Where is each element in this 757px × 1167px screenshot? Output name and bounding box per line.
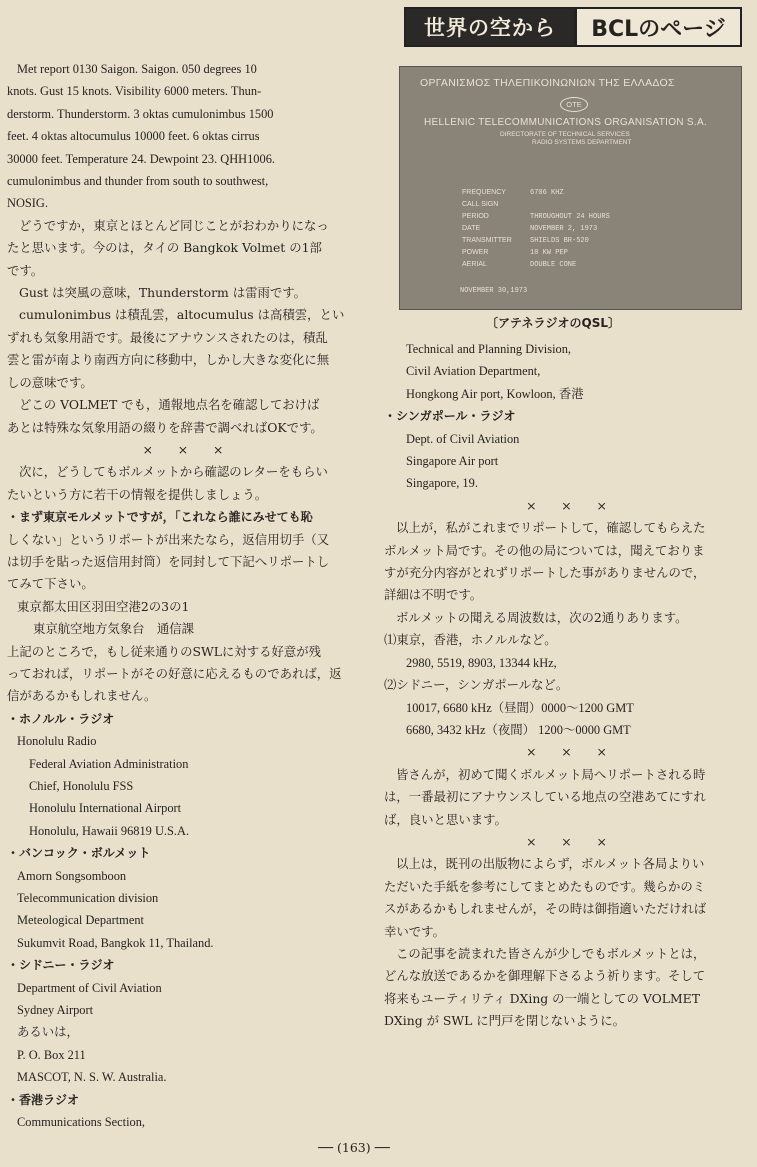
address-line: Telecommunication division [17, 891, 159, 906]
text-line: 皆さんが，初めて聞くボルメット局へリポートされる時 [396, 766, 706, 782]
address-line: Chief, Honolulu FSS [29, 779, 134, 793]
text-line: ボルメット局です。その他の局については，聞えておりま [384, 542, 705, 558]
address-line: Honolulu International Airport [29, 801, 182, 816]
text-line: しくない」というリポートが出来たなら，返信用切手（又 [7, 531, 330, 547]
station-heading: ・シドニー・ラジオ [7, 958, 115, 973]
text-line: ⑵シドニー，シンガポールなど。 [384, 677, 569, 693]
qsl-logo: OTE [560, 97, 588, 112]
qsl-label: DATE [462, 225, 481, 232]
text-line: ・まず東京モルメットですが，「これなら誰にみせても恥 [7, 510, 313, 525]
text-line: 以上が，私がこれまでリポートして，確認してもらえた [396, 520, 706, 536]
section-separator: × × × [526, 497, 607, 513]
text-line: すが充分内容がとれずリポートした事がありませんので， [384, 565, 706, 581]
frequency-line: 6680, 3432 kHz（夜間） 1200～0000 GMT [406, 722, 631, 737]
address-line: Sydney Airport [17, 1003, 94, 1018]
address-line: Department of Civil Aviation [17, 980, 162, 995]
frequency-line: 10017, 6680 kHz（昼間）0000～1200 GMT [406, 700, 634, 715]
station-heading: ・ホノルル・ラジオ [7, 711, 115, 726]
right-column [384, 338, 749, 1033]
qsl-greek-title: ΟΡΓΑΝΙΣΜΟΣ ΤΗΛΕΠΙΚΟΙΝΩΝΙΩΝ ΤΗΣ ΕΛΛΑΔΟΣ [420, 77, 675, 89]
station-heading: ・バンコック・ボルメット [7, 846, 151, 861]
qsl-value: DOUBLE CONE [530, 261, 577, 269]
text-line: 幸いです。 [384, 923, 445, 939]
address-line: Amorn Songsomboon [17, 868, 127, 883]
text-line: たと思います。今のは，タイの Bangkok Volmet の1部 [7, 240, 322, 256]
address-line: あるいは， [17, 1024, 79, 1040]
text-line: 雲と雷が南より南西方向に移動中，しかし大きな変化に無 [7, 352, 330, 368]
station-heading: ・シンガポール・ラジオ [384, 409, 516, 424]
text-line: feet. 4 oktas altocumulus 10000 feet. 6 oktas cirrus [7, 129, 260, 144]
text-line: ずれも気象用語です。最後にアナウンスされたのは，積乱 [7, 329, 328, 345]
text-line: 上記のところで，もし従来通りのSWLに対する好意が残 [7, 643, 322, 659]
qsl-card-photo [399, 66, 742, 310]
text-line: ただいた手紙を参考にしてまとめたものです。幾らかのミ [384, 878, 706, 894]
text-line: 詳細は不明です。 [384, 587, 483, 603]
address-line: Civil Aviation Department, [406, 364, 541, 379]
text-line: ボルメットの聞える周波数は，次の2通りあります。 [396, 609, 688, 625]
qsl-english-title: HELLENIC TELECOMMUNICATIONS ORGANISATION S.A. [424, 117, 707, 128]
frequency-line: 2980, 5519, 8903, 13344 kHz, [406, 655, 557, 670]
text-line: どうですか，東京とほとんど同じことがおわかりになっ [19, 217, 329, 233]
text-line: あとは特殊な気象用語の綴りを辞書で調べればOKです。 [7, 419, 323, 435]
station-heading: ・香港ラジオ [7, 1092, 80, 1107]
address-line: Singapore Air port [406, 454, 499, 469]
qsl-date-bottom: NOVEMBER 30,1973 [460, 287, 528, 295]
text-line: 信があるかもしれません。 [7, 688, 157, 704]
address-line: Technical and Planning Division, [406, 342, 571, 356]
text-line: knots. Gust 15 knots. Visibility 6000 meters. Thun- [7, 84, 262, 99]
left-column [7, 58, 359, 1134]
qsl-label: CALL SIGN [462, 201, 499, 208]
text-line: 将来もユーティリティ DXing の一端としての VOLMET [384, 990, 700, 1006]
qsl-dept-1: DIRECTORATE OF TECHNICAL SERVICES [500, 131, 630, 138]
address-line: Singapore, 19. [406, 476, 478, 491]
text-line: しの意味です。 [7, 374, 93, 390]
text-line: です。 [7, 262, 44, 278]
address-line: Federal Aviation Administration [29, 756, 189, 771]
page-number: ── (163) ── [318, 1140, 390, 1155]
section-separator: × × × [142, 441, 224, 457]
qsl-label: AERIAL [462, 261, 487, 268]
address-line: P. O. Box 211 [17, 1047, 86, 1062]
address-line: MASCOT, N. S. W. Australia. [17, 1070, 167, 1085]
text-line: は切手を貼った返信用封筒）を同封して下記へリポートし [7, 553, 330, 569]
text-line: ば，良いと思います。 [384, 811, 507, 827]
text-line: cumulonimbus は積乱雲，altocumulus は高積雲，とい [19, 307, 345, 323]
address-line: 東京航空地方気象台 通信課 [33, 621, 195, 637]
text-line: cumulonimbus and thunder from south to southwest, [7, 174, 269, 189]
text-line: は，一番最初にアナウンスしている地点の空港あてにすれ [384, 789, 706, 805]
qsl-value: THROUGHOUT 24 HOURS [530, 213, 610, 221]
text-line: derstorm. Thunderstorm. 3 oktas cumulonimbus 1500 [7, 106, 274, 121]
text-line: てみて下さい。 [7, 576, 94, 592]
address-line: Sukumvit Road, Bangkok 11, Thailand. [17, 935, 214, 950]
photo-caption: 〔アテネラジオのQSL〕 [486, 316, 621, 330]
section-separator: × × × [526, 833, 607, 849]
text-line: っておれば，リポートがその好意に応えるものであれば，返 [7, 665, 342, 681]
text-line: 次に，どうしてもボルメットから確認のレターをもらい [19, 464, 328, 480]
text-line: ⑴東京，香港，ホノルルなど。 [384, 632, 557, 648]
address-line: 東京都太田区羽田空港2の3の1 [17, 598, 190, 614]
header-title-left: 世界の空から [406, 9, 574, 45]
text-line: 以上は，既刊の出版物によらず，ボルメット各局よりい [396, 856, 705, 872]
page-header [404, 7, 742, 47]
qsl-value: NOVEMBER 2, 1973 [530, 225, 598, 233]
qsl-value: 6706 KHZ [530, 189, 564, 197]
text-line: 30000 feet. Temperature 24. Dewpoint 23. QHH1006. [7, 151, 275, 166]
qsl-label: PERIOD [462, 213, 489, 220]
qsl-dept-2: RADIO SYSTEMS DEPARTMENT [532, 139, 632, 146]
text-line: たいという方に若干の情報を提供しましょう。 [7, 486, 268, 502]
address-line: Hongkong Air port, Kowloon, 香港 [406, 386, 584, 401]
address-line: Honolulu, Hawaii 96819 U.S.A. [29, 823, 190, 838]
address-line: Meteological Department [17, 913, 144, 928]
text-line: DXing が SWL に門戸を閉じないように。 [384, 1013, 625, 1029]
text-line: どんな放送であるかを御理解下さるよう祈ります。そして [384, 968, 706, 984]
qsl-value: 10 KW PEP [530, 249, 568, 257]
address-line: Dept. of Civil Aviation [406, 431, 520, 446]
qsl-label: FREQUENCY [462, 189, 506, 196]
qsl-label: TRANSMITTER [462, 237, 512, 244]
address-line: Honolulu Radio [17, 734, 97, 749]
text-line: NOSIG. [7, 196, 48, 211]
text-line: どこの VOLMET でも，通報地点名を確認しておけば [19, 397, 320, 413]
section-separator: × × × [526, 744, 607, 760]
text-line: Met report 0130 Saigon. Saigon. 050 degrees 10 [17, 62, 257, 76]
text-line: スがあるかもしれませんが，その時は御指適いただければ [384, 901, 707, 917]
text-line: この記事を読まれた皆さんが少しでもボルメットとは， [396, 945, 706, 961]
text-line: Gust は突風の意味，Thunderstorm は雷雨です。 [19, 285, 307, 301]
qsl-label: POWER [462, 249, 489, 256]
address-line: Communications Section, [17, 1115, 146, 1130]
header-title-right: BCLのページ [574, 9, 740, 45]
qsl-value: SHIELDS BR-520 [530, 237, 589, 245]
